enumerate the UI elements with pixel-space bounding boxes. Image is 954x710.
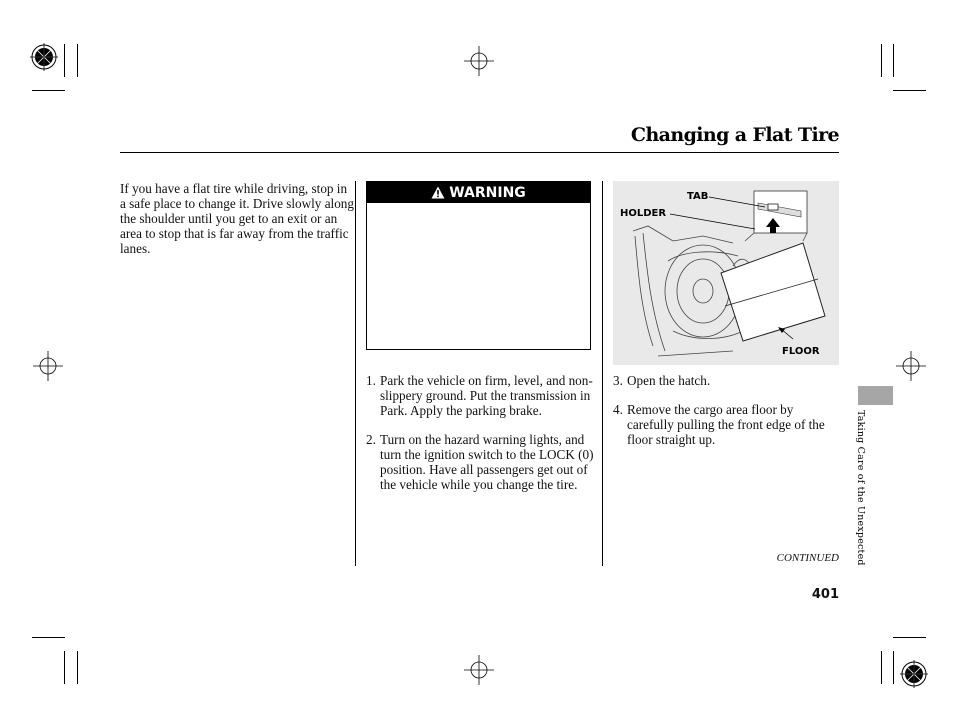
- header-rule: [120, 152, 839, 153]
- crosshair-icon: [464, 46, 494, 76]
- section-tab-marker: [858, 386, 893, 405]
- steps-list-right: [613, 373, 839, 461]
- section-label: Taking Care of the Unexpected: [855, 410, 866, 566]
- step-number: 4.: [613, 402, 623, 417]
- cargo-floor-illustration: [613, 181, 839, 365]
- registration-target-icon: [900, 660, 928, 688]
- column-divider: [355, 181, 356, 566]
- step-text: Turn on the hazard warning lights, and turn the ignition switch to the LOCK (0) position. Have all passengers get out of the vehicle while you change the tire.: [380, 432, 594, 492]
- step-text: Remove the cargo area floor by carefully pulling the front edge of the floor straight up.: [627, 402, 825, 447]
- page-title: Changing a Flat Tire: [630, 124, 839, 146]
- page-number: 401: [811, 587, 839, 602]
- step-number: 2.: [366, 432, 376, 447]
- label-tab: TAB: [687, 191, 709, 202]
- intro-paragraph: If you have a flat tire while driving, stop in a safe place to change it. Drive slowly along the shoulder until you get to an exit or an area to stop that is far away from the traffic lanes.: [120, 181, 354, 256]
- continued-note: CONTINUED: [776, 552, 839, 564]
- list-item: [613, 373, 839, 388]
- label-holder: HOLDER: [620, 208, 667, 219]
- crosshair-icon: [896, 351, 926, 381]
- warning-header: [367, 182, 590, 203]
- crosshair-icon: [33, 351, 63, 381]
- step-text: Park the vehicle on firm, level, and non-slippery ground. Put the transmission in Park. Apply the parking brake.: [380, 373, 593, 418]
- label-floor: FLOOR: [782, 346, 820, 357]
- step-number: 3.: [613, 373, 623, 388]
- list-item: [366, 432, 596, 492]
- steps-list-left: [366, 373, 596, 506]
- warning-box: [366, 181, 591, 350]
- registration-target-icon: [30, 43, 58, 71]
- step-number: 1.: [366, 373, 376, 388]
- crosshair-icon: [464, 655, 494, 685]
- list-item: [613, 402, 839, 447]
- step-text: Open the hatch.: [627, 373, 711, 388]
- warning-label: WARNING: [449, 184, 526, 201]
- list-item: [366, 373, 596, 418]
- column-divider: [602, 181, 603, 566]
- warning-triangle-icon: [431, 186, 445, 199]
